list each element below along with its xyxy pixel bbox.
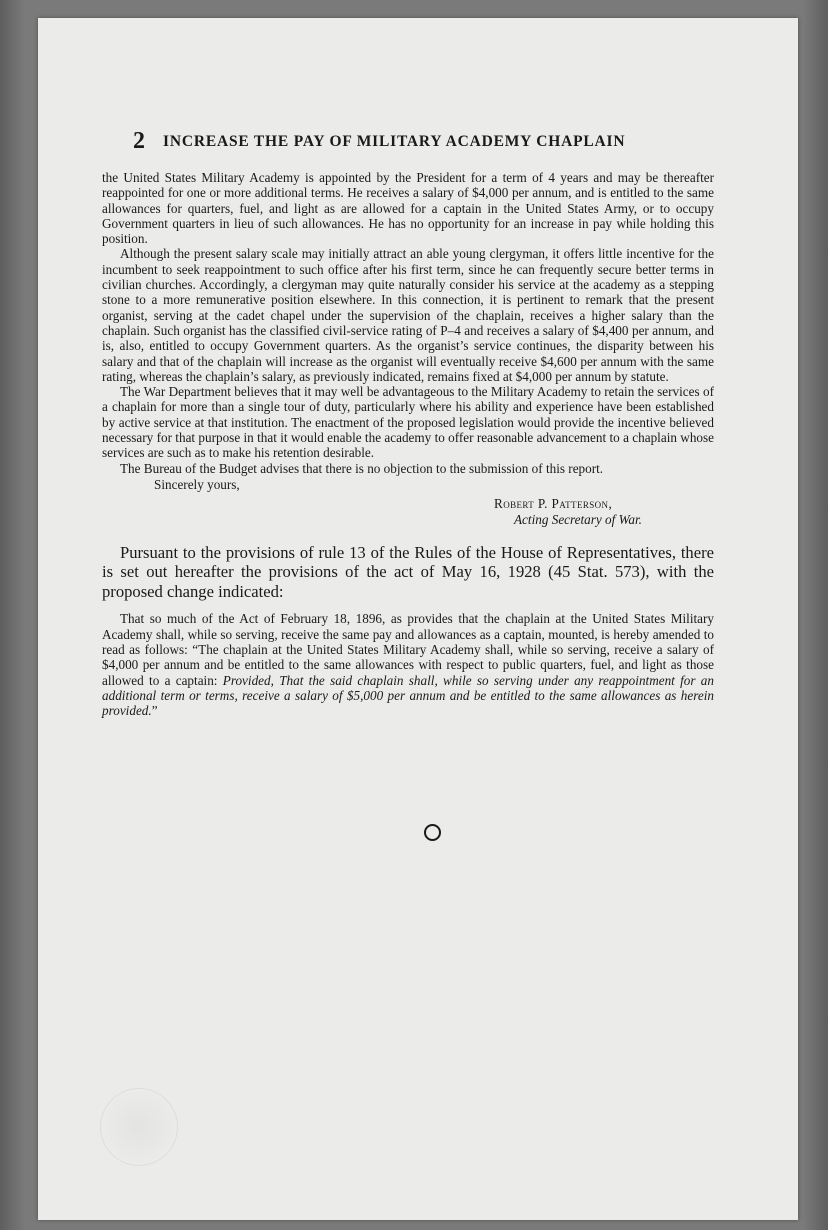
signature-block [102,496,714,527]
document-page [38,18,798,1220]
amendment-text [102,611,714,718]
letter-body [102,170,714,718]
signer-name: Robert P. Patterson, [494,496,613,512]
end-mark-icon [424,824,441,841]
paragraph: Although the present salary scale may initially attract an able young clergyman, it offers little incentive for the incumbent to seek reappointment to such office after his first term, since he can frequently secure better terms in civilian churches. Accordingly, a clergyman may quite naturally consider his service at the academy as a stepping stone to a more remunerative position elsewhere. In this connection, it is pertinent to remark that the present organist, serving at the cadet chapel under the supervision of the chaplain, receives a higher salary than the chaplain. Such organist has the classified civil-service rating of P–4 and receives a salary of $4,400 per annum, and is, also, entitled to occupy Government quarters. As the organist’s service continues, the disparity between his salary and that of the chaplain will increase as the organist will eventually receive $4,600 per annum with the same rating, whereas the chaplain’s salary, as previously indicated, remains fixed at $4,000 per annum by statute. [102,246,714,384]
page-number: 2 [133,128,145,154]
amendment-proviso: Provided, That the said chaplain shall, while so serving under any reappointment for an additional term or terms, receive a salary of $5,000 per annum and be entitled to the same allowances as herein provided. [102,672,714,719]
faint-stamp-icon [100,1088,178,1166]
amendment-main: That so much of the Act of February 18, 1896, as provides that the chaplain at the United States Military Academy shall, while so serving, receive the same pay and allowances as a captain, mounted, is hereby amended to read as follows: “The chaplain at the United States Military Academy shall, while so serving, receive a salary of $4,000 per annum and be entitled to the same allowances with respect to public quarters, fuel, and light as those allowed to a captain: [102,611,714,688]
amendment-close: ” [151,703,158,719]
page-header [133,125,753,157]
paragraph: The War Department believes that it may well be advantageous to the Military Academy to retain the services of a chaplain for more than a single tour of duty, particularly where his ability and experience have been established by active service at that institution. The enactment of the proposed legislation would provide the incentive believed necessary for that purpose in that it would enable the academy to offer reasonable advancement to a chaplain whose services are such as to make his retention desirable. [102,384,714,461]
running-head: INCREASE THE PAY OF MILITARY ACADEMY CHAPLAIN [163,133,626,150]
signer-title: Acting Secretary of War. [514,511,642,527]
paragraph: the United States Military Academy is appointed by the President for a term of 4 years and may be thereafter reappointed for one or more additional terms. He receives a salary of $4,000 per annum, and is entitled to the same allowances for quarters, fuel, and light as are allowed for a captain in the United States Army, or to occupy Government quarters in lieu of such allowances. He has no opportunity for an increase in pay while holding this position. [102,170,714,247]
paragraph: The Bureau of the Budget advises that there is no objection to the submission of this report. [120,460,604,476]
closing: Sincerely yours, [154,476,240,492]
provision-intro: Pursuant to the provisions of rule 13 of the Rules of the House of Representatives, there is set out hereafter the provisions of the act of May 16, 1928 (45 Stat. 573), with the proposed change indicated: [102,542,714,601]
